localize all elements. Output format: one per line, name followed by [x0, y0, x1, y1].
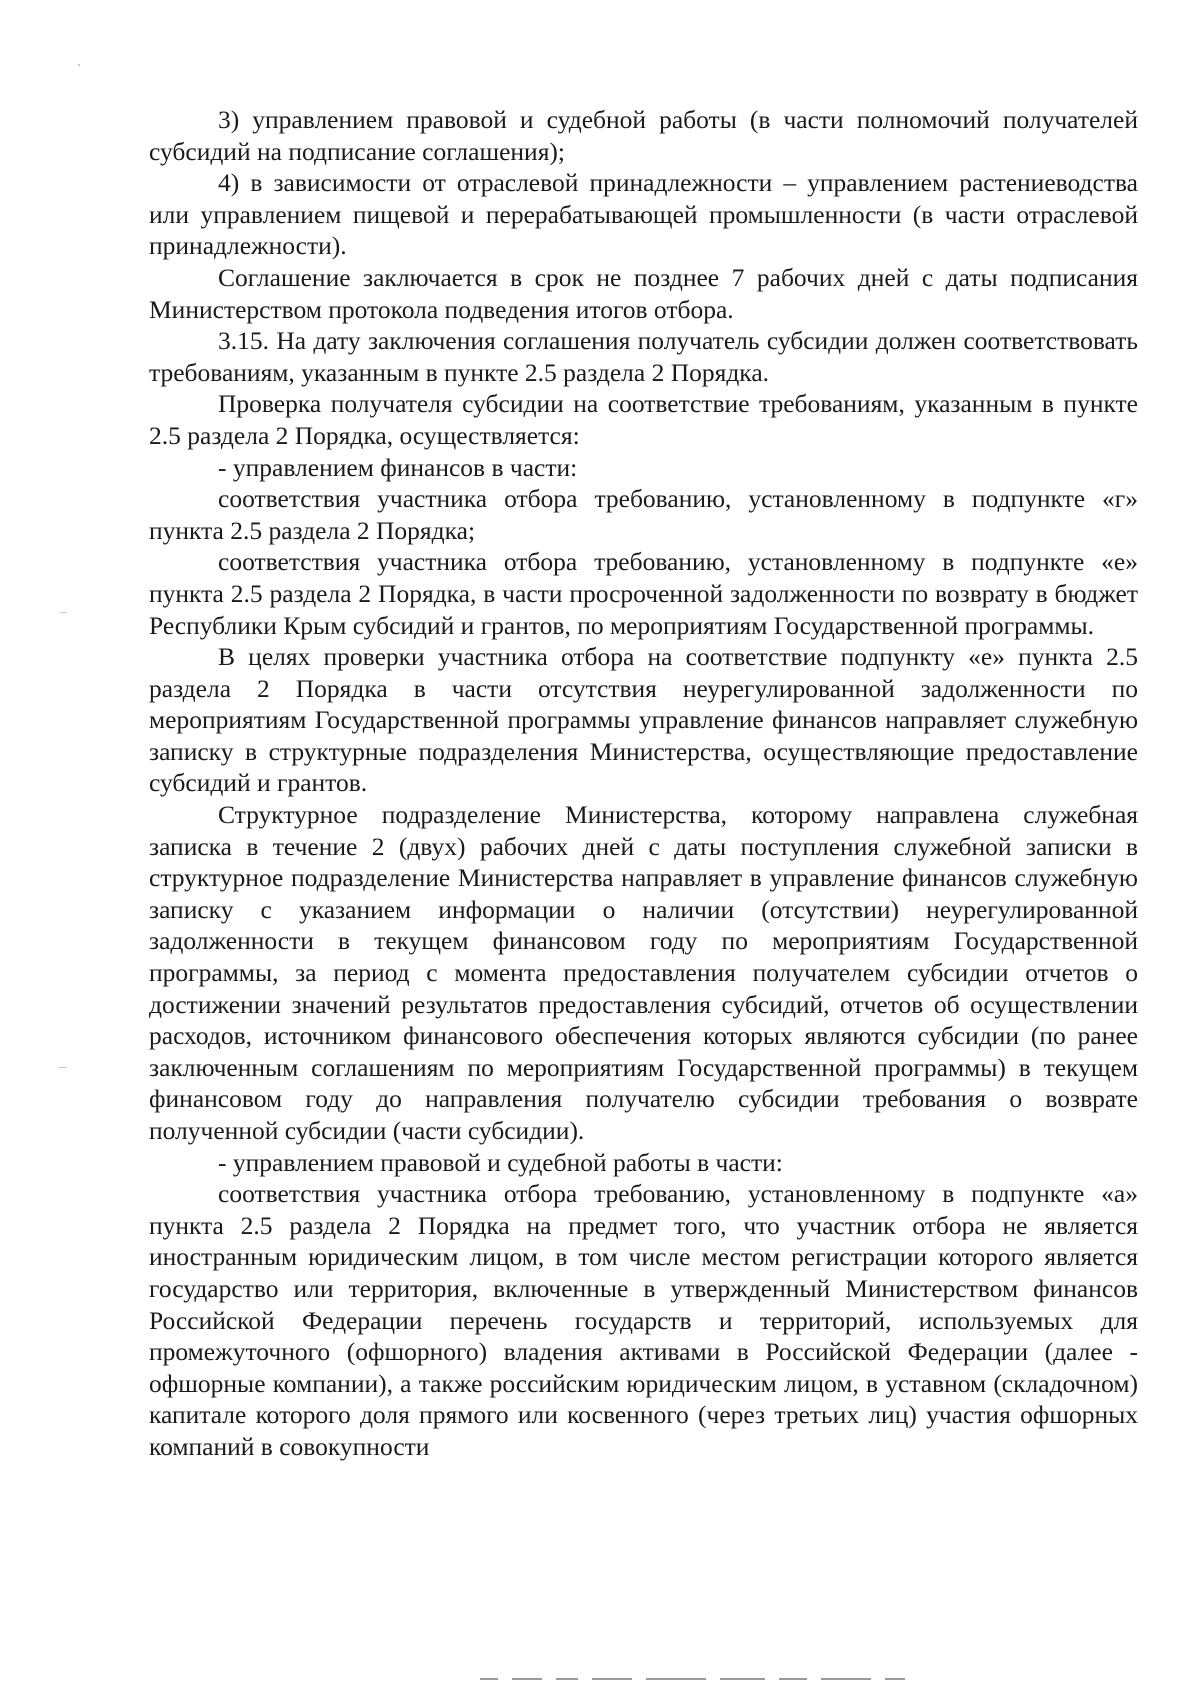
scan-artifact: [58, 1067, 67, 1068]
paragraph-subclause-a: соответствия участника отбора требованию, установленному в подпункте «а» пункта 2.5 раздела 2 Порядка на предмет того, что участник отбора не является иностранным юридическим лицом, в том числе местом регистрации которого является государство или территория, включенные в утвержденный Министерством финансов Российской Федерации перечень государств и территорий, используемых для промежуточного (офшорного) владения активами в Российской Федерации (далее - офшорные компании), а также российским юридическим лицом, в уставном (складочном) капитале которого доля прямого или косвенного (через третьих лиц) участия офшорных компаний в совокупности: [149, 1179, 1138, 1461]
scan-footer-artifacts: [480, 1678, 1140, 1681]
paragraph-subclause-g: соответствия участника отбора требованию, установленному в подпункте «г» пункта 2.5 раздела 2 Порядка;: [149, 484, 1138, 545]
scan-artifact: [78, 64, 80, 66]
paragraph-item-3: 3) управлением правовой и судебной работы (в части полномочий получателей субсидий на подписание соглашения);: [149, 105, 1138, 166]
paragraph-subclause-e: соответствия участника отбора требованию, установленному в подпункте «е» пункта 2.5 раздела 2 Порядка, в части просроченной задолженности по возврату в бюджет Республики Крым субсидий и грантов, по мероприятиям Государственной программы.: [149, 547, 1138, 640]
paragraph-memo-purpose: В целях проверки участника отбора на соответствие подпункту «е» пункта 2.5 раздела 2 Порядка в части отсутствия неурегулированной задолженности по мероприятиям Государственной программы управление финансов направляет служебную записку в структурные подразделения Министерства, осуществляющие предоставление субсидий и грантов.: [149, 642, 1138, 798]
paragraph-legal-department: - управлением правовой и судебной работы в части:: [218, 1147, 783, 1177]
document-body: [149, 104, 1138, 1463]
paragraph-item-4: 4) в зависимости от отраслевой принадлежности – управлением растениеводства или управлением пищевой и перерабатывающей промышленности (в части отраслевой принадлежности).: [149, 168, 1138, 261]
paragraph-structural-unit: Структурное подразделение Министерства, которому направлена служебная записка в течение 2 (двух) рабочих дней с даты поступления служебной записки в структурное подразделение Министерства направляет в управление финансов служебную записку с указанием информации о наличии (отсутствии) неурегулированной задолженности в текущем финансовом году по мероприятиям Государственной программы, за период с момента предоставления получателем субсидии отчетов о достижении значений результатов предоставления субсидий, отчетов об осуществлении расходов, источником финансового обеспечения которых являются субсидии (по ранее заключенным соглашениям по мероприятиям Государственной программы) в текущем финансовом году до направления получателю субсидии требования о возврате полученной субсидии (части субсидии).: [149, 800, 1138, 1145]
paragraph-finance-department: - управлением финансов в части:: [218, 452, 578, 482]
paragraph-agreement-deadline: Соглашение заключается в срок не позднее 7 рабочих дней с даты подписания Министерством протокола подведения итогов отбора.: [149, 262, 1138, 324]
paragraph-verification-intro: Проверка получателя субсидии на соответствие требованиям, указанным в пункте 2.5 раздела 2 Порядка, осуществляется:: [149, 389, 1138, 450]
scan-artifact: [60, 612, 67, 613]
paragraph-clause-3-15: 3.15. На дату заключения соглашения получатель субсидии должен соответствовать требованиям, указанным в пункте 2.5 раздела 2 Порядка.: [149, 326, 1138, 387]
